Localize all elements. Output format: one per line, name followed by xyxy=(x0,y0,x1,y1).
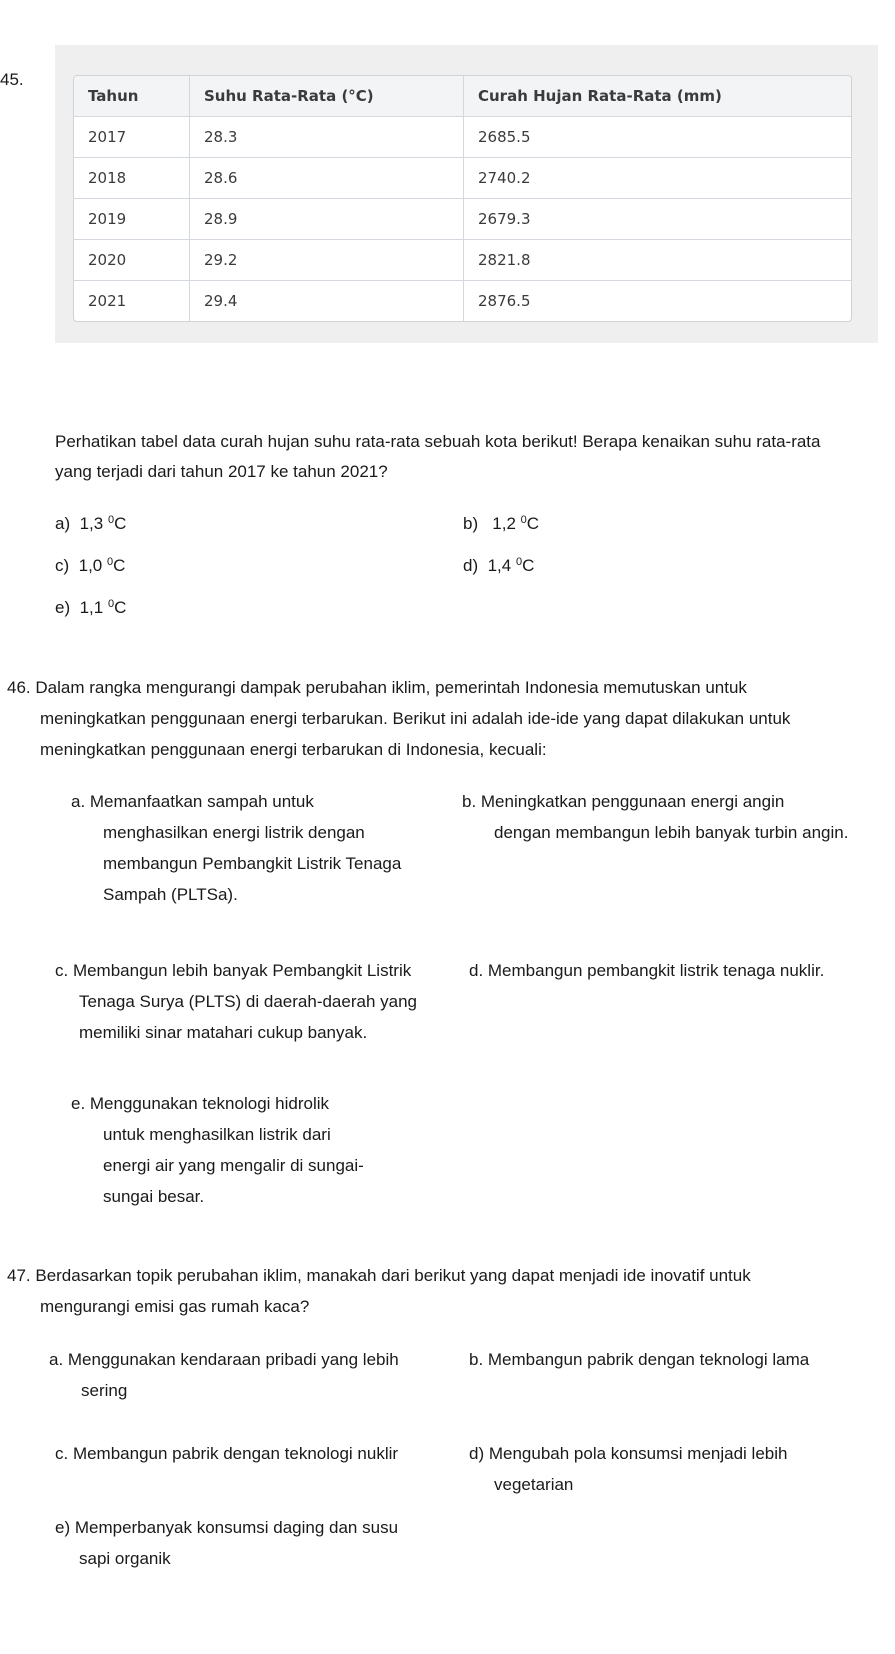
option-label: c) xyxy=(55,556,70,575)
table-cell: 2018 xyxy=(74,158,190,199)
table-cell: 28.3 xyxy=(190,117,464,158)
option-d-text: vegetarian xyxy=(494,1475,574,1494)
degree-sup: 0 xyxy=(520,514,527,526)
table-cell: 29.4 xyxy=(190,281,464,322)
option-a-text: membangun Pembangkit Listrik Tenaga xyxy=(103,854,402,873)
option-label: d) xyxy=(463,556,479,575)
option-value: 1,2 xyxy=(492,514,516,533)
table-cell: 2685.5 xyxy=(464,117,852,158)
degree-sup: 0 xyxy=(107,598,115,610)
table-row xyxy=(74,117,851,158)
degree-sup: 0 xyxy=(107,556,114,568)
option-unit: C xyxy=(113,556,126,575)
question-text: mengurangi emisi gas rumah kaca? xyxy=(40,1297,310,1316)
option-label: e) xyxy=(55,598,71,617)
table-header: Tahun xyxy=(74,76,190,117)
option-a-text: Sampah (PLTSa). xyxy=(103,885,238,904)
option-e-text: e. Menggunakan teknologi hidrolik xyxy=(71,1094,330,1113)
option-e-text: untuk menghasilkan listrik dari xyxy=(103,1125,331,1144)
table-cell: 29.2 xyxy=(190,240,464,281)
question-text: Perhatikan tabel data curah hujan suhu rata-rata sebuah kota berikut! Berapa kenaikan suhu rata-rata xyxy=(55,432,821,451)
option-d-text: d. Membangun pembangkit listrik tenaga nuklir. xyxy=(469,961,825,980)
option-c-text: c. Membangun pabrik dengan teknologi nuklir xyxy=(55,1444,399,1463)
option-value: 1,3 xyxy=(79,514,104,533)
option-e xyxy=(55,598,126,618)
table-cell: 2020 xyxy=(74,240,190,281)
option-a-text: a. Menggunakan kendaraan pribadi yang lebih xyxy=(49,1350,399,1369)
table-cell: 2017 xyxy=(74,117,190,158)
option-c xyxy=(55,556,125,576)
question-text: yang terjadi dari tahun 2017 ke tahun 2021? xyxy=(55,462,388,481)
question-text: 46. Dalam rangka mengurangi dampak perubahan iklim, pemerintah Indonesia memutuskan untuk xyxy=(7,678,747,697)
table-cell: 2679.3 xyxy=(464,199,852,240)
table-cell: 2740.2 xyxy=(464,158,852,199)
table-row xyxy=(74,158,851,199)
question-text: meningkatkan penggunaan energi terbarukan. Berikut ini adalah ide-ide yang dapat dilakukan untuk xyxy=(40,709,791,728)
option-d-text: d) Mengubah pola konsumsi menjadi lebih xyxy=(469,1444,788,1463)
question-number: 45. xyxy=(0,70,24,89)
option-b xyxy=(463,514,539,534)
option-e-text: energi air yang mengalir di sungai- xyxy=(103,1156,364,1175)
option-e-text: sapi organik xyxy=(79,1549,171,1568)
option-e-text: e) Memperbanyak konsumsi daging dan susu xyxy=(55,1518,399,1537)
option-a-text: sering xyxy=(81,1381,128,1400)
option-value: 1,0 xyxy=(78,556,103,575)
option-label: a) xyxy=(55,514,71,533)
table-header: Suhu Rata-Rata (°C) xyxy=(190,76,464,117)
table-row xyxy=(74,281,851,322)
option-d xyxy=(463,556,534,576)
option-value: 1,1 xyxy=(79,598,104,617)
table-figure xyxy=(55,45,878,343)
table-cell: 28.6 xyxy=(190,158,464,199)
table-cell: 2021 xyxy=(74,281,190,322)
option-c-text: c. Membangun lebih banyak Pembangkit Listrik xyxy=(55,961,412,980)
option-label: b) xyxy=(463,514,479,533)
degree-sup: 0 xyxy=(107,514,115,526)
table-cell: 28.9 xyxy=(190,199,464,240)
table-header-row xyxy=(74,76,851,117)
option-unit: C xyxy=(526,514,540,533)
table-cell: 2821.8 xyxy=(464,240,852,281)
option-value: 1,4 xyxy=(487,556,512,575)
option-e-text: sungai besar. xyxy=(103,1187,205,1206)
option-a-text: menghasilkan energi listrik dengan xyxy=(103,823,365,842)
question-text: meningkatkan penggunaan energi terbarukan di Indonesia, kecuali: xyxy=(40,740,547,759)
option-unit: C xyxy=(114,514,127,533)
question-text: 47. Berdasarkan topik perubahan iklim, manakah dari berikut yang dapat menjadi ide inovatif untuk xyxy=(7,1266,751,1285)
table-row xyxy=(74,199,851,240)
option-unit: C xyxy=(114,598,127,617)
option-c-text: memiliki sinar matahari cukup banyak. xyxy=(79,1023,368,1042)
option-a xyxy=(55,514,126,534)
table-header: Curah Hujan Rata-Rata (mm) xyxy=(464,76,852,117)
option-a-text: a. Memanfaatkan sampah untuk xyxy=(71,792,314,811)
option-b-text: dengan membangun lebih banyak turbin angin. xyxy=(494,823,849,842)
table-row xyxy=(74,240,851,281)
option-b-text: b. Membangun pabrik dengan teknologi lama xyxy=(469,1350,810,1369)
table-cell: 2019 xyxy=(74,199,190,240)
data-table xyxy=(73,75,852,322)
degree-sup: 0 xyxy=(515,556,523,568)
option-b-text: b. Meningkatkan penggunaan energi angin xyxy=(462,792,785,811)
option-unit: C xyxy=(522,556,535,575)
option-c-text: Tenaga Surya (PLTS) di daerah-daerah yang xyxy=(79,992,417,1011)
table-cell: 2876.5 xyxy=(478,292,531,310)
